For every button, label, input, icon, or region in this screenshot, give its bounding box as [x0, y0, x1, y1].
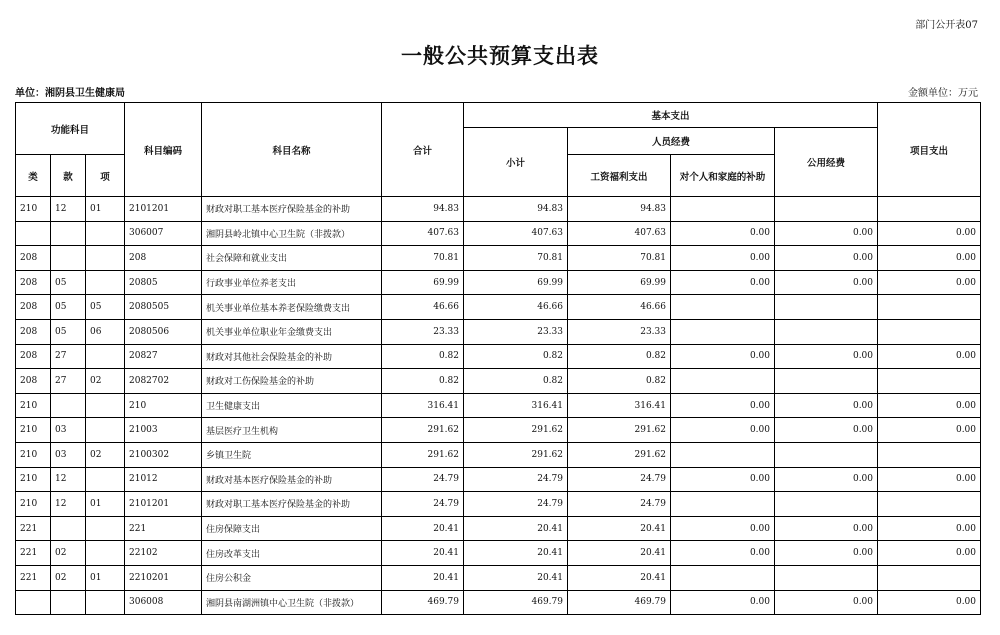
cell-total: 291.62	[382, 442, 464, 467]
cell-wages-welfare: 94.83	[568, 197, 671, 222]
form-number: 部门公开表07	[915, 20, 978, 31]
header-kuan: 款	[51, 155, 86, 197]
cell-xiang	[86, 270, 125, 295]
cell-kuan: 12	[51, 492, 86, 517]
cell-subject-code: 2101201	[125, 197, 202, 222]
cell-lei: 210	[16, 467, 51, 492]
cell-wages-welfare: 69.99	[568, 270, 671, 295]
cell-household-subsidy	[671, 197, 775, 222]
cell-subject-code: 21012	[125, 467, 202, 492]
cell-household-subsidy: 0.00	[671, 467, 775, 492]
cell-subject-code: 20827	[125, 344, 202, 369]
cell-subject-name: 机关事业单位职业年金缴费支出	[202, 319, 382, 344]
cell-xiang: 01	[86, 492, 125, 517]
cell-wages-welfare: 24.79	[568, 467, 671, 492]
cell-xiang	[86, 246, 125, 271]
cell-kuan	[51, 590, 86, 615]
cell-household-subsidy: 0.00	[671, 270, 775, 295]
cell-subject-code: 2210201	[125, 565, 202, 590]
cell-project-expenditure: 0.00	[878, 467, 981, 492]
cell-lei: 221	[16, 516, 51, 541]
cell-lei: 210	[16, 197, 51, 222]
cell-lei: 210	[16, 442, 51, 467]
cell-subject-code: 2080505	[125, 295, 202, 320]
cell-project-expenditure: 0.00	[878, 393, 981, 418]
cell-public-expense: 0.00	[775, 393, 878, 418]
cell-total: 70.81	[382, 246, 464, 271]
cell-public-expense	[775, 565, 878, 590]
cell-kuan: 05	[51, 295, 86, 320]
header-subtotal: 小计	[464, 128, 568, 197]
cell-subject-code: 306008	[125, 590, 202, 615]
cell-xiang: 02	[86, 369, 125, 394]
cell-subject-name: 财政对基本医疗保险基金的补助	[202, 467, 382, 492]
table-row	[16, 516, 981, 541]
header-wages-welfare: 工资福利支出	[568, 155, 671, 197]
cell-public-expense: 0.00	[775, 590, 878, 615]
cell-project-expenditure: 0.00	[878, 270, 981, 295]
cell-xiang: 05	[86, 295, 125, 320]
cell-project-expenditure: 0.00	[878, 590, 981, 615]
cell-subject-code: 221	[125, 516, 202, 541]
table-row	[16, 319, 981, 344]
amount-unit: 金额单位：万元	[908, 88, 978, 99]
cell-project-expenditure	[878, 197, 981, 222]
cell-xiang	[86, 516, 125, 541]
header-lei: 类	[16, 155, 51, 197]
cell-project-expenditure	[878, 319, 981, 344]
cell-project-expenditure	[878, 565, 981, 590]
cell-public-expense	[775, 442, 878, 467]
cell-lei: 221	[16, 565, 51, 590]
cell-public-expense: 0.00	[775, 467, 878, 492]
reporting-unit: 单位：湘阴县卫生健康局	[15, 88, 125, 99]
header-basic-expenditure: 基本支出	[464, 103, 878, 128]
cell-wages-welfare: 469.79	[568, 590, 671, 615]
cell-project-expenditure: 0.00	[878, 418, 981, 443]
cell-subtotal: 316.41	[464, 393, 568, 418]
cell-xiang	[86, 590, 125, 615]
cell-project-expenditure: 0.00	[878, 516, 981, 541]
cell-total: 20.41	[382, 516, 464, 541]
cell-total: 407.63	[382, 221, 464, 246]
cell-subject-name: 财政对职工基本医疗保险基金的补助	[202, 492, 382, 517]
cell-subject-code: 306007	[125, 221, 202, 246]
cell-public-expense: 0.00	[775, 516, 878, 541]
header-total: 合计	[382, 103, 464, 197]
cell-subtotal: 291.62	[464, 418, 568, 443]
cell-kuan: 12	[51, 197, 86, 222]
cell-household-subsidy: 0.00	[671, 221, 775, 246]
cell-household-subsidy	[671, 295, 775, 320]
cell-kuan	[51, 516, 86, 541]
cell-subject-code: 2080506	[125, 319, 202, 344]
cell-total: 23.33	[382, 319, 464, 344]
cell-lei: 208	[16, 246, 51, 271]
cell-kuan: 02	[51, 541, 86, 566]
cell-project-expenditure: 0.00	[878, 344, 981, 369]
table-row	[16, 270, 981, 295]
cell-kuan: 02	[51, 565, 86, 590]
cell-project-expenditure	[878, 295, 981, 320]
cell-subject-name: 住房公积金	[202, 565, 382, 590]
cell-wages-welfare: 20.41	[568, 516, 671, 541]
cell-wages-welfare: 70.81	[568, 246, 671, 271]
cell-subtotal: 69.99	[464, 270, 568, 295]
cell-wages-welfare: 23.33	[568, 319, 671, 344]
table-row	[16, 295, 981, 320]
header-subject-code: 科目编码	[125, 103, 202, 197]
cell-household-subsidy	[671, 565, 775, 590]
header-public-expense: 公用经费	[775, 128, 878, 197]
cell-total: 291.62	[382, 418, 464, 443]
cell-wages-welfare: 291.62	[568, 442, 671, 467]
cell-wages-welfare: 20.41	[568, 565, 671, 590]
cell-project-expenditure	[878, 369, 981, 394]
cell-xiang: 06	[86, 319, 125, 344]
cell-household-subsidy: 0.00	[671, 344, 775, 369]
cell-kuan	[51, 221, 86, 246]
cell-household-subsidy: 0.00	[671, 590, 775, 615]
cell-total: 469.79	[382, 590, 464, 615]
cell-xiang	[86, 418, 125, 443]
table-row	[16, 221, 981, 246]
cell-subject-name: 财政对工伤保险基金的补助	[202, 369, 382, 394]
cell-lei: 221	[16, 541, 51, 566]
cell-household-subsidy	[671, 492, 775, 517]
cell-household-subsidy	[671, 369, 775, 394]
cell-xiang	[86, 221, 125, 246]
cell-project-expenditure: 0.00	[878, 541, 981, 566]
cell-public-expense: 0.00	[775, 541, 878, 566]
cell-household-subsidy: 0.00	[671, 541, 775, 566]
cell-kuan: 03	[51, 418, 86, 443]
cell-public-expense	[775, 295, 878, 320]
cell-kuan: 03	[51, 442, 86, 467]
cell-subject-name: 财政对职工基本医疗保险基金的补助	[202, 197, 382, 222]
cell-kuan: 05	[51, 270, 86, 295]
cell-subtotal: 24.79	[464, 492, 568, 517]
cell-subtotal: 24.79	[464, 467, 568, 492]
cell-xiang	[86, 541, 125, 566]
cell-total: 20.41	[382, 565, 464, 590]
cell-household-subsidy: 0.00	[671, 418, 775, 443]
cell-subtotal: 20.41	[464, 565, 568, 590]
cell-total: 69.99	[382, 270, 464, 295]
cell-subject-name: 社会保障和就业支出	[202, 246, 382, 271]
table-row	[16, 467, 981, 492]
cell-wages-welfare: 0.82	[568, 344, 671, 369]
cell-subtotal: 469.79	[464, 590, 568, 615]
cell-subject-code: 2082702	[125, 369, 202, 394]
cell-xiang	[86, 344, 125, 369]
cell-subtotal: 0.82	[464, 369, 568, 394]
cell-subtotal: 20.41	[464, 541, 568, 566]
cell-subtotal: 20.41	[464, 516, 568, 541]
cell-subtotal: 407.63	[464, 221, 568, 246]
cell-wages-welfare: 0.82	[568, 369, 671, 394]
cell-total: 0.82	[382, 344, 464, 369]
table-row	[16, 541, 981, 566]
cell-project-expenditure: 0.00	[878, 221, 981, 246]
cell-public-expense: 0.00	[775, 418, 878, 443]
header-xiang: 项	[86, 155, 125, 197]
cell-kuan: 05	[51, 319, 86, 344]
cell-public-expense: 0.00	[775, 246, 878, 271]
cell-wages-welfare: 407.63	[568, 221, 671, 246]
cell-subject-name: 财政对其他社会保险基金的补助	[202, 344, 382, 369]
cell-subject-name: 机关事业单位基本养老保险缴费支出	[202, 295, 382, 320]
cell-kuan: 12	[51, 467, 86, 492]
cell-total: 24.79	[382, 492, 464, 517]
cell-kuan: 27	[51, 344, 86, 369]
cell-household-subsidy: 0.00	[671, 246, 775, 271]
page-title: 一般公共预算支出表	[401, 43, 599, 68]
table-body	[16, 197, 981, 615]
cell-subject-code: 2100302	[125, 442, 202, 467]
cell-subject-name: 行政事业单位养老支出	[202, 270, 382, 295]
cell-subject-name: 湘阴县南湖洲镇中心卫生院（非拨款）	[202, 590, 382, 615]
cell-subject-name: 住房保障支出	[202, 516, 382, 541]
cell-subtotal: 0.82	[464, 344, 568, 369]
cell-wages-welfare: 46.66	[568, 295, 671, 320]
cell-kuan	[51, 246, 86, 271]
cell-household-subsidy	[671, 319, 775, 344]
cell-subtotal: 94.83	[464, 197, 568, 222]
cell-lei: 210	[16, 393, 51, 418]
cell-subject-code: 22102	[125, 541, 202, 566]
cell-project-expenditure	[878, 492, 981, 517]
cell-subtotal: 23.33	[464, 319, 568, 344]
cell-subject-name: 湘阴县岭北镇中心卫生院（非拨款）	[202, 221, 382, 246]
table-row	[16, 492, 981, 517]
cell-lei	[16, 221, 51, 246]
cell-public-expense	[775, 492, 878, 517]
table-row	[16, 442, 981, 467]
cell-wages-welfare: 20.41	[568, 541, 671, 566]
cell-wages-welfare: 316.41	[568, 393, 671, 418]
table-row	[16, 418, 981, 443]
cell-public-expense: 0.00	[775, 221, 878, 246]
cell-subject-code: 2101201	[125, 492, 202, 517]
cell-household-subsidy: 0.00	[671, 516, 775, 541]
header-personnel-expense: 人员经费	[568, 128, 775, 155]
cell-total: 20.41	[382, 541, 464, 566]
cell-public-expense	[775, 369, 878, 394]
cell-xiang: 01	[86, 197, 125, 222]
cell-wages-welfare: 291.62	[568, 418, 671, 443]
cell-total: 94.83	[382, 197, 464, 222]
cell-lei: 208	[16, 369, 51, 394]
cell-lei: 208	[16, 344, 51, 369]
cell-total: 316.41	[382, 393, 464, 418]
cell-lei: 208	[16, 295, 51, 320]
cell-xiang: 02	[86, 442, 125, 467]
table-header	[16, 103, 981, 197]
cell-subject-name: 住房改革支出	[202, 541, 382, 566]
cell-subject-name: 卫生健康支出	[202, 393, 382, 418]
cell-subtotal: 70.81	[464, 246, 568, 271]
table-row	[16, 393, 981, 418]
cell-project-expenditure: 0.00	[878, 246, 981, 271]
cell-subject-name: 基层医疗卫生机构	[202, 418, 382, 443]
cell-public-expense: 0.00	[775, 344, 878, 369]
table-row	[16, 565, 981, 590]
table-row	[16, 590, 981, 615]
cell-project-expenditure	[878, 442, 981, 467]
cell-subject-code: 20805	[125, 270, 202, 295]
cell-lei: 208	[16, 319, 51, 344]
cell-kuan: 27	[51, 369, 86, 394]
cell-lei: 208	[16, 270, 51, 295]
header-function-category: 功能科目	[16, 103, 125, 155]
cell-public-expense	[775, 319, 878, 344]
cell-wages-welfare: 24.79	[568, 492, 671, 517]
cell-xiang: 01	[86, 565, 125, 590]
header-subject-name: 科目名称	[202, 103, 382, 197]
cell-lei: 210	[16, 418, 51, 443]
cell-kuan	[51, 393, 86, 418]
header-project-expenditure: 项目支出	[878, 103, 981, 197]
cell-total: 24.79	[382, 467, 464, 492]
cell-subject-code: 208	[125, 246, 202, 271]
cell-subtotal: 291.62	[464, 442, 568, 467]
cell-lei	[16, 590, 51, 615]
cell-subject-name: 乡镇卫生院	[202, 442, 382, 467]
cell-xiang	[86, 467, 125, 492]
cell-subject-code: 210	[125, 393, 202, 418]
cell-lei: 210	[16, 492, 51, 517]
cell-public-expense: 0.00	[775, 270, 878, 295]
cell-household-subsidy: 0.00	[671, 393, 775, 418]
header-household-subsidy: 对个人和家庭的补助	[671, 155, 775, 197]
cell-household-subsidy	[671, 442, 775, 467]
cell-subject-code: 21003	[125, 418, 202, 443]
table-row	[16, 197, 981, 222]
table-row	[16, 246, 981, 271]
budget-table	[15, 102, 981, 615]
cell-subtotal: 46.66	[464, 295, 568, 320]
cell-total: 46.66	[382, 295, 464, 320]
table-row	[16, 344, 981, 369]
cell-total: 0.82	[382, 369, 464, 394]
cell-xiang	[86, 393, 125, 418]
table-row	[16, 369, 981, 394]
cell-public-expense	[775, 197, 878, 222]
